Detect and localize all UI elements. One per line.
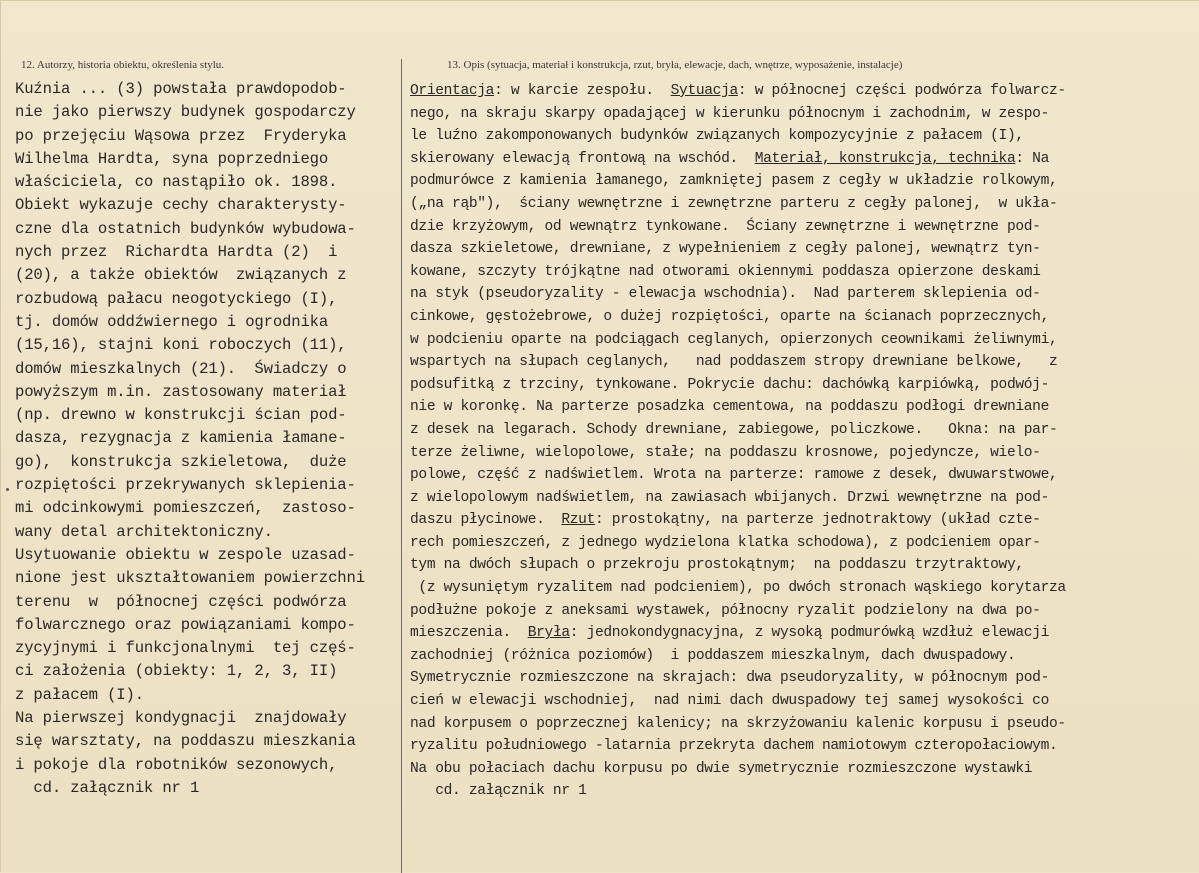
history-line: nie jako pierwszy budynek gospodarczy [15,103,356,122]
history-line: mi odcinkowymi pomieszczeń, zastoso- [15,499,356,518]
description-line [410,170,1199,193]
history-line: Kuźnia ... (3) powstała prawdopodob- [15,80,347,98]
description-text: tym na dwóch słupach o przekroju prostokątnym; na poddaszu trzytraktowy, [410,557,1024,574]
description-text: podsufitką z trzciny, tynkowane. Pokrycie dachu: dachówką karpiówką, podwój- [410,376,1049,393]
history-line: rozbudową pałacu neogotyckiego (I), [15,289,338,308]
description-line [410,690,1199,713]
history-line: (np. drewno w konstrukcji ścian pod- [15,406,347,425]
history-line: z pałacem (I). [15,685,144,704]
description-line [410,80,1199,103]
description-line [410,261,1199,284]
description-text: („na rąb"), ściany wewnętrzne i zewnętrzne parteru z cegły palonej, w ukła- [410,195,1058,212]
description-text: rech pomieszczeń, z jednego wydzielona klatka schodowa), z podcieniem opar- [410,534,1041,551]
description-text: Symetrycznie rozmieszczone na skrajach: dwa pseudoryzality, w północnym pod- [410,670,1049,687]
history-line: wany detal architektoniczny. [15,522,273,541]
description-text: mieszczenia. [410,625,528,642]
description-line [410,464,1199,487]
description-line [410,442,1199,465]
description-text: w podcieniu oparte na podciągach ceglanych, opierzonych ceownikami żeliwnymi, [410,331,1058,348]
history-line: czne dla ostatnich budynków wybudowa- [15,219,356,238]
history-line: nych przez Richardta Hardta (2) i [15,243,338,262]
description-line [410,509,1199,532]
description-text: : w północnej części podwórza folwarcz- [737,83,1066,99]
description-text: : prostokątny, na parterze jednotraktowy (układ czte- [594,512,1041,529]
history-line: folwarcznego oraz powiązaniami kompo- [15,615,356,634]
right-section-header: 13. Opis (sytuacja, materiał i konstrukcja, rzut, bryła, elewacje, dach, wnętrze, wyposażenie, instalacje) [447,59,903,71]
description-line [410,645,1199,668]
history-line: się warsztaty, na poddaszu mieszkania [15,732,356,751]
description-text: cinkowe, gęstożebrowe, o dużej rozpiętości, oparte na ścianach poprzecznych, [410,308,1049,325]
ink-dot [6,488,9,491]
history-line: ci założenia (obiekty: 1, 2, 3, II) [15,662,338,681]
description-text: nego, na skraju skarpy opadającej w kierunku północnym i zachodnim, w zespo- [410,105,1049,122]
description-text: cd. załącznik nr 1 [410,783,587,800]
description-line [410,238,1199,261]
column-divider [401,59,402,873]
description-text: cień w elewacji wschodniej, nad nimi dach dwuspadowy tej samej wysokości co [410,693,1049,710]
description-text: nad korpusem o poprzecznej kalenicy; na skrzyżowaniu kalenic korpusu i pseudo- [410,715,1066,732]
history-line: cd. załącznik nr 1 [15,778,200,797]
description-column [410,80,1199,803]
description-line [410,600,1199,623]
description-text: dzie krzyżowym, od wewnątrz tynkowane. Ściany zewnętrzne i wewnętrzne pod- [410,218,1041,235]
description-text: wspartych na słupach ceglanych, nad poddaszem stropy drewniane belkowe, z [410,354,1058,371]
description-line [410,780,1199,803]
description-text: polowe, część z nadświetlem. Wrota na parterze: ramowe z desek, dwuwarstwowe, [410,467,1058,484]
description-text: : w karcie zespołu. [494,83,671,99]
description-text: podmurówce z kamienia łamanego, zamkniętej pasem z cegły w układzie rolkowym, [410,173,1058,190]
description-text: na styk (pseudoryzality - elewacja wschodnia). Nad parterem sklepienia od- [410,286,1041,303]
history-line: zycyjnymi i funkcjonalnymi tej częś- [15,639,356,658]
section-heading: Rzut [561,512,595,529]
history-line: powyższym m.in. zastosowany materiał [15,382,347,401]
history-line: Wilhelma Hardta, syna poprzedniego [15,149,329,168]
description-line [410,374,1199,397]
history-line: terenu w północnej części podwórza [15,592,347,611]
description-line [410,419,1199,442]
description-text: le luźno zakomponowanych budynków związanych kompozycyjnie z pałacem (I), [410,128,1024,145]
description-text: zachodniej (różnica poziomów) i poddaszem mieszkalnym, dach dwuspadowy. [410,647,1016,664]
history-line: rozpiętości przekrywanych sklepienia- [15,476,356,495]
history-line: Obiekt wykazuje cechy charakterysty- [15,196,347,215]
description-line [410,216,1199,239]
section-heading: Bryła [527,625,570,642]
description-line [410,713,1199,736]
description-text: terze żeliwne, wielopolowe, stałe; na poddaszu krosnowe, pojedyncze, wielo- [410,444,1041,461]
history-line: (20), a także obiektów związanych z [15,266,347,285]
description-line [410,283,1199,306]
description-line [410,148,1199,171]
description-text: nie w koronkę. Na parterze posadzka cementowa, na poddaszu podłogi drewniane [410,399,1049,416]
history-line: nione jest ukształtowaniem powierzchni [15,569,365,588]
description-line [410,554,1199,577]
description-line [410,532,1199,555]
history-line: dasza, rezygnacja z kamienia łamane- [15,429,347,448]
description-line [410,577,1199,600]
description-text: z desek na legarach. Schody drewniane, zabiegowe, policzkowe. Okna: na par- [410,421,1058,438]
description-line [410,351,1199,374]
description-text: podłużne pokoje z aneksami wystawek, północny ryzalit podzielony na dwa po- [410,602,1041,619]
history-line: właściciela, co nastąpiło ok. 1898. [15,173,338,192]
description-line [410,193,1199,216]
left-section-header: 12. Autorzy, historia obiektu, określenia stylu. [21,59,225,71]
description-text: ryzalitu południowego -latarnia przekryta dachem namiotowym czteropołaciowym. [410,738,1058,755]
description-line [410,103,1199,126]
history-line: po przejęciu Wąsowa przez Fryderyka [15,126,347,145]
description-line [410,329,1199,352]
description-line [410,735,1199,758]
history-line: Usytuowanie obiektu w zespole uzasad- [15,545,356,564]
description-text: z wielopolowym nadświetlem, na zawiasach wbijanych. Drzwi wewnętrzne na pod- [410,489,1049,506]
description-line [410,396,1199,419]
description-line [410,622,1199,645]
description-text: (z wysuniętym ryzalitem nad podcieniem), po dwóch stronach wąskiego korytarza [410,580,1066,597]
description-text: : jednokondygnacyjna, z wysoką podmurówką wzdłuż elewacji [569,625,1050,642]
history-line: go), konstrukcja szkieletowa, duże [15,452,347,471]
description-text: skierowany elewacją frontową na wschód. [410,150,755,167]
history-line: i pokoje dla robotników sezonowych, [15,755,338,774]
section-heading: Materiał, konstrukcja, technika [754,150,1016,167]
description-text: dasza szkieletowe, drewniane, z wypełnieniem z cegły palonej, wewnątrz tyn- [410,241,1041,258]
description-text: : Na [1015,150,1049,167]
description-line [410,758,1199,781]
description-line [410,667,1199,690]
description-text: daszu płycinowe. [410,512,562,529]
description-line [410,487,1199,510]
history-line: (15,16), stajni koni roboczych (11), [15,336,347,355]
section-heading: Sytuacja [670,83,738,99]
description-line [410,306,1199,329]
section-heading: Orientacja [410,83,495,99]
history-line: domów mieszkalnych (21). Świadczy o [15,359,347,378]
history-line: Na pierwszej kondygnacji znajdowały [15,709,347,728]
description-text: kowane, szczyty trójkątne nad otworami okiennymi poddasza opierzone deskami [410,263,1041,280]
description-line [410,125,1199,148]
history-column [15,78,399,800]
history-line: tj. domów oddźwiernego i ogrodnika [15,312,329,331]
description-text: Na obu połaciach dachu korpusu po dwie symetrycznie rozmieszczone wystawki [410,760,1033,777]
